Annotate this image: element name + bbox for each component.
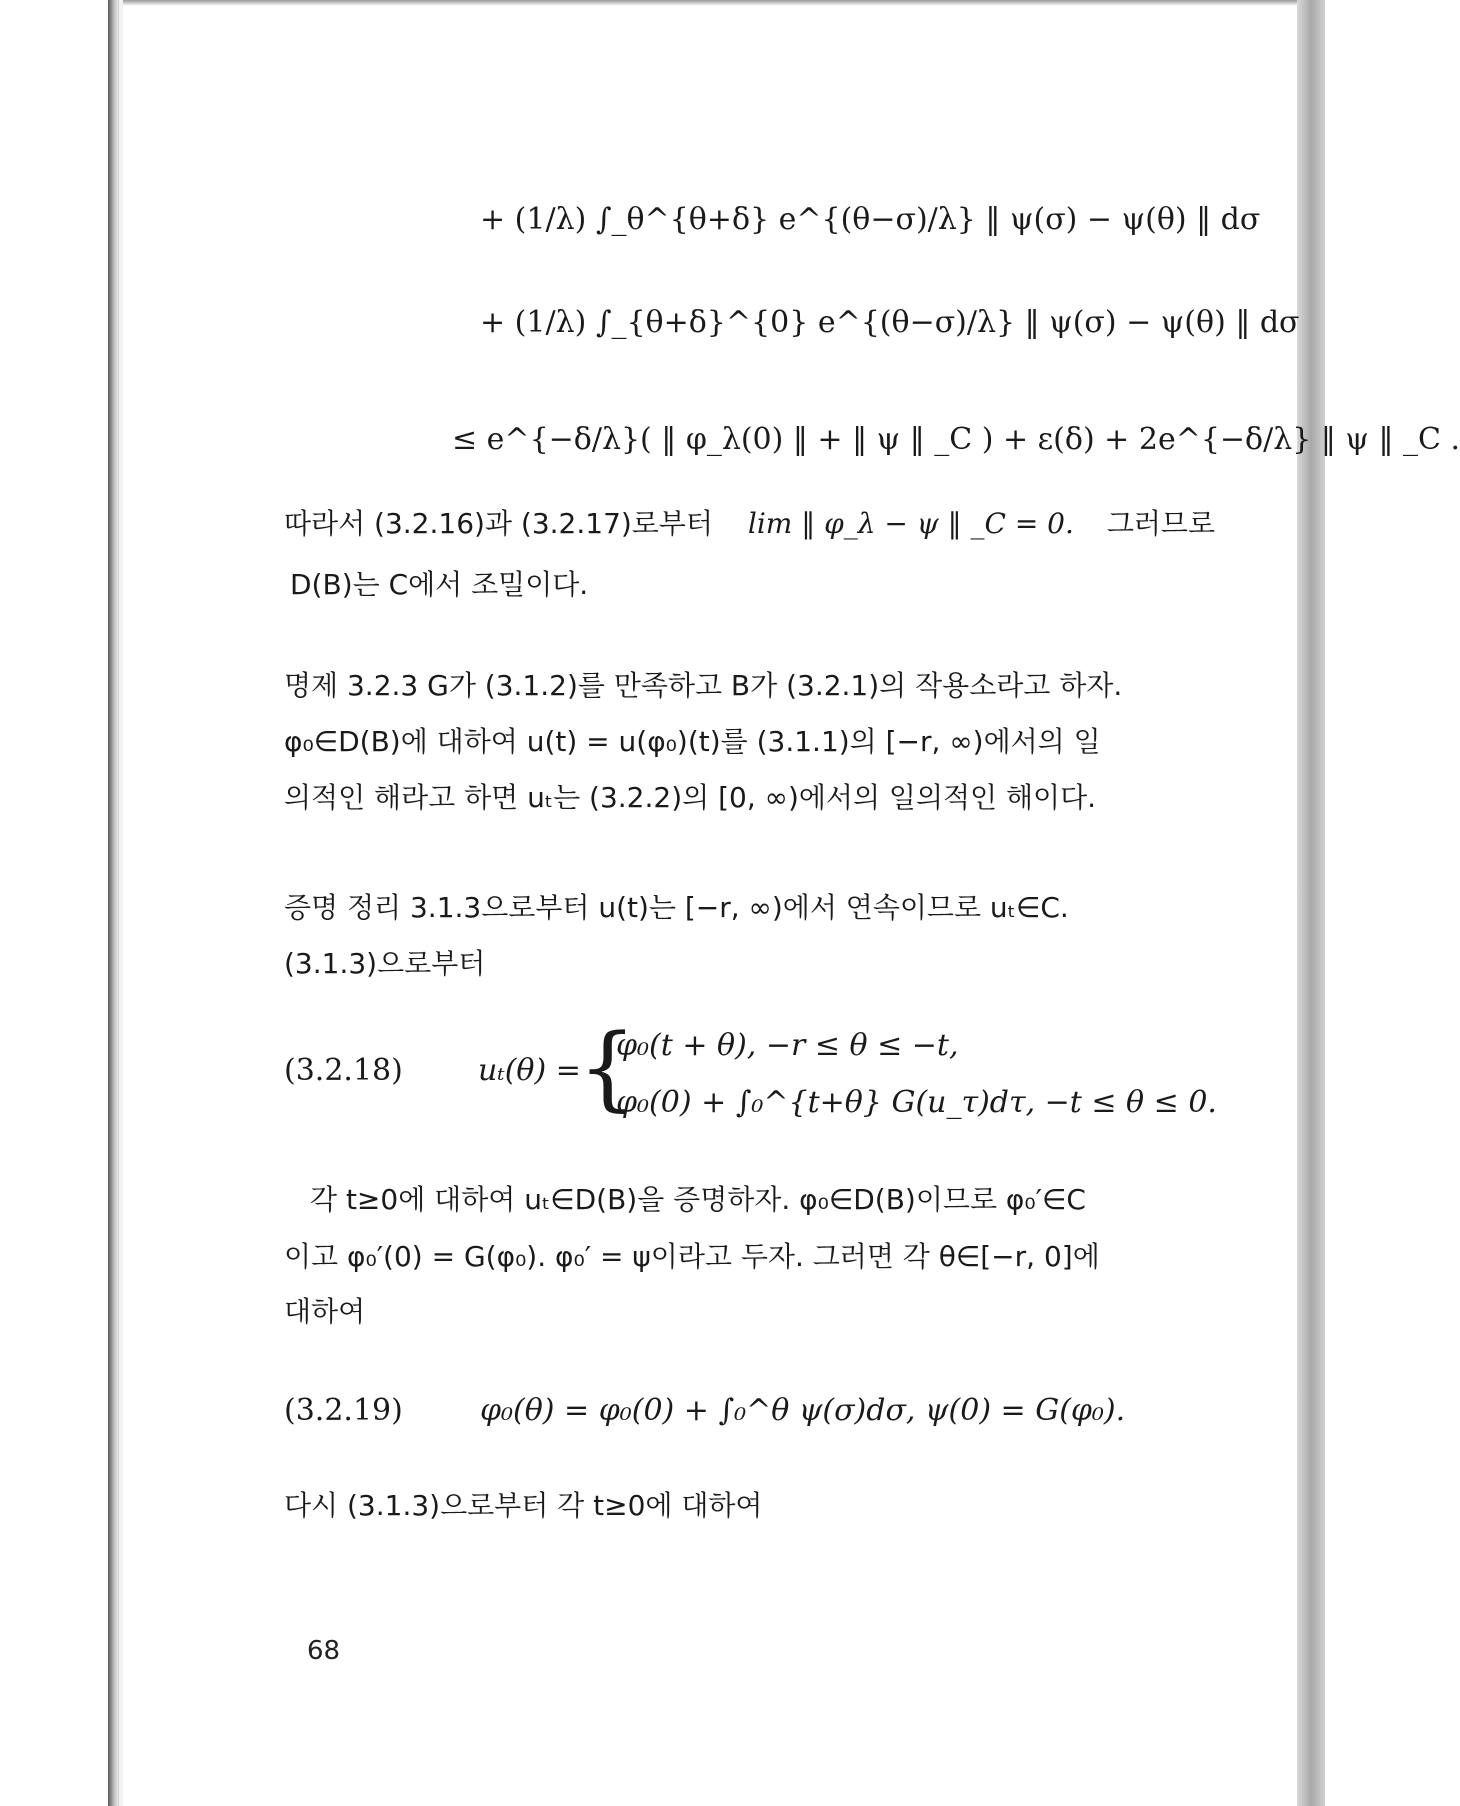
equation-label: (3.2.18) xyxy=(284,1053,403,1088)
paragraph-text: 그러므로 xyxy=(1106,507,1216,540)
paragraph-text: 따라서 (3.2.16)과 (3.2.17)로부터 xyxy=(284,507,713,540)
equation-3-2-18-lhs xyxy=(478,1053,581,1088)
equation-lhs: uₜ(θ) = xyxy=(478,1053,581,1088)
cases-brace: { xyxy=(578,1014,637,1121)
paragraph-2-line-3 xyxy=(284,1295,366,1328)
paragraph-2-line-1 xyxy=(310,1183,1086,1216)
proof-line-2 xyxy=(284,947,486,980)
proposition-text: 의적인 해라고 하면 uₜ는 (3.2.2)의 [0, ∞)에서의 일의적인 해이다. xyxy=(284,781,1097,814)
paragraph-text: 이고 φ₀′(0) = G(φ₀). φ₀′ = ψ이라고 두자. 그러면 각 θ∈[−r, 0]에 xyxy=(284,1240,1100,1273)
proposition-line-1 xyxy=(284,669,1123,702)
limit-expression: lim ‖ φ_λ − ψ ‖ _C = 0. xyxy=(747,507,1074,540)
equation-label-3-2-19 xyxy=(284,1393,403,1428)
paragraph-text: 다시 (3.1.3)으로부터 각 t≥0에 대하여 xyxy=(284,1489,763,1522)
paragraph-text: 각 t≥0에 대하여 uₜ∈D(B)을 증명하자. φ₀∈D(B)이므로 φ₀′∈C xyxy=(310,1183,1086,1216)
paragraph-2-line-2 xyxy=(284,1240,1100,1273)
paragraph-text: D(B)는 C에서 조밀이다. xyxy=(290,568,589,601)
paragraph-text: 대하여 xyxy=(284,1295,366,1328)
proposition-text: φ₀∈D(B)에 대하여 u(t) = u(φ₀)(t)를 (3.1.1)의 [−r, ∞)에서의 일 xyxy=(284,725,1101,758)
equation-label: (3.2.19) xyxy=(284,1393,403,1428)
equation-3-2-18-case-1 xyxy=(616,1028,959,1063)
case-text: φ₀(t + θ), −r ≤ θ ≤ −t, xyxy=(616,1028,959,1063)
proposition-line-2 xyxy=(284,725,1101,758)
proof-line-1 xyxy=(284,891,1069,924)
equation-text: + (1/λ) ∫_θ^{θ+δ} e^{(θ−σ)/λ} ‖ ψ(σ) − ψ(θ) ‖ dσ xyxy=(480,202,1261,237)
proof-text: (3.1.3)으로부터 xyxy=(284,947,486,980)
equation-text: + (1/λ) ∫_{θ+δ}^{0} e^{(θ−σ)/λ} ‖ ψ(σ) − ψ(θ) ‖ dσ xyxy=(480,305,1300,340)
paragraph-1-line-2 xyxy=(290,568,589,601)
equation-line-2 xyxy=(480,305,1300,340)
equation-line-3 xyxy=(452,422,1460,457)
proposition-line-3 xyxy=(284,781,1097,814)
equation-body: φ₀(θ) = φ₀(0) + ∫₀^θ ψ(σ)dσ, ψ(0) = G(φ₀). xyxy=(480,1393,1126,1428)
page-number: 68 xyxy=(307,1636,341,1666)
equation-3-2-19-body xyxy=(480,1393,1126,1428)
equation-label-3-2-18 xyxy=(284,1053,403,1088)
equation-text: ≤ e^{−δ/λ}( ‖ φ_λ(0) ‖ + ‖ ψ ‖ _C ) + ε(δ) + 2e^{−δ/λ} ‖ ψ ‖ _C . xyxy=(452,422,1460,457)
equation-line-1 xyxy=(480,202,1261,237)
paragraph-1-line-1 xyxy=(284,507,1216,540)
equation-3-2-18-case-2 xyxy=(616,1085,1217,1120)
paragraph-3-line-1 xyxy=(284,1489,763,1522)
proof-text: 증명 정리 3.1.3으로부터 u(t)는 [−r, ∞)에서 연속이므로 uₜ∈C. xyxy=(284,891,1069,924)
case-text: φ₀(0) + ∫₀^{t+θ} G(u_τ)dτ, −t ≤ θ ≤ 0. xyxy=(616,1085,1217,1120)
proposition-text: 명제 3.2.3 G가 (3.1.2)를 만족하고 B가 (3.2.1)의 작용소라고 하자. xyxy=(284,669,1123,702)
